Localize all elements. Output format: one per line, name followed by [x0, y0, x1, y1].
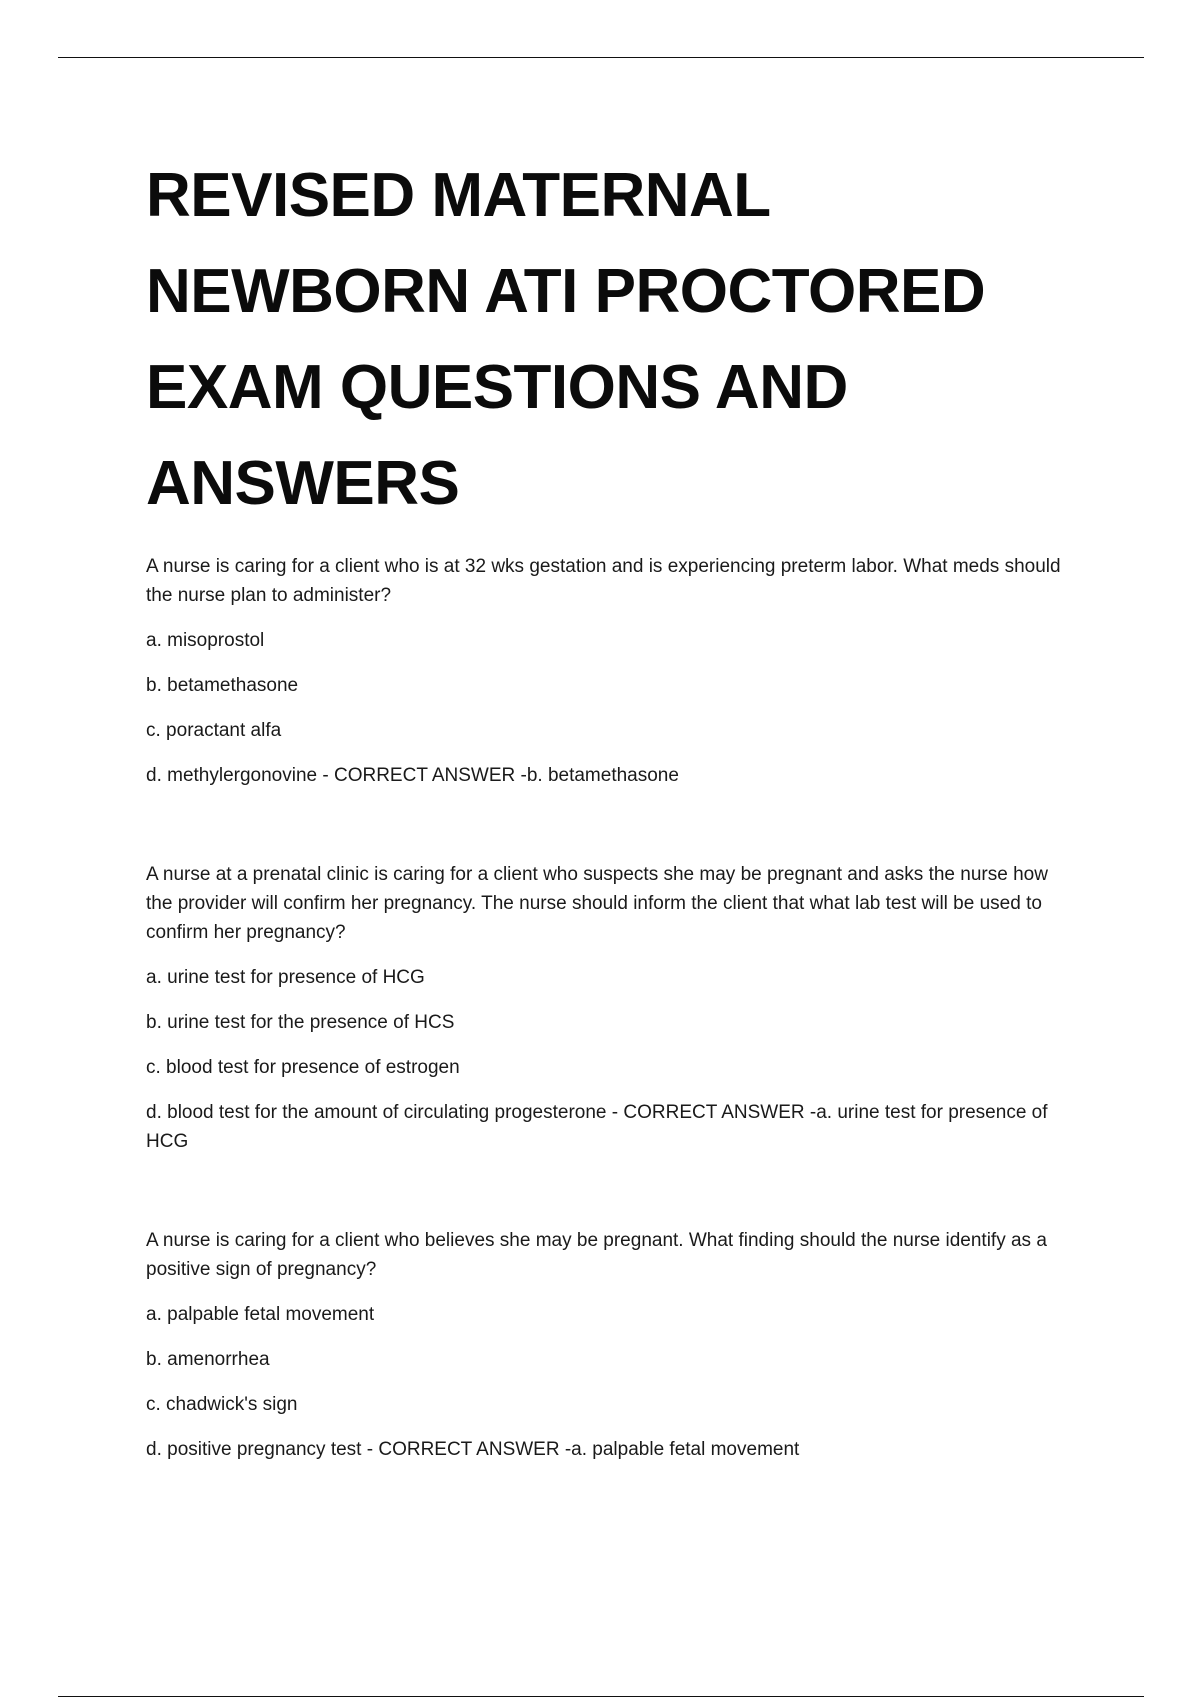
answer-option: a. urine test for presence of HCG: [146, 967, 425, 988]
answer-option: c. chadwick's sign: [146, 1394, 298, 1415]
answer-option: b. betamethasone: [146, 675, 299, 696]
title-line: NEWBORN ATI PROCTORED: [146, 257, 986, 326]
question-1: [146, 552, 1076, 790]
answer-option: a. palpable fetal movement: [146, 1304, 375, 1325]
question-text: A nurse at a prenatal clinic is caring for a client who suspects she may be pregnant and asks the nurse how the provider will confirm her pregnancy. The nurse should inform the client that what lab test will be used to confirm her pregnancy?: [146, 864, 1048, 943]
document-body: [146, 148, 1076, 1464]
answer-option-with-correct-answer: d. methylergonovine - CORRECT ANSWER -b. betamethasone: [146, 765, 679, 786]
question-3: [146, 1226, 1076, 1464]
answer-option: a. misoprostol: [146, 630, 265, 651]
answer-option: c. blood test for presence of estrogen: [146, 1057, 460, 1078]
question-text: A nurse is caring for a client who believes she may be pregnant. What finding should the nurse identify as a positive sign of pregnancy?: [146, 1230, 1047, 1280]
document-title: [146, 148, 1076, 532]
answer-option-with-correct-answer: d. positive pregnancy test - CORRECT ANSWER -a. palpable fetal movement: [146, 1439, 800, 1460]
title-line: ANSWERS: [146, 449, 460, 518]
question-2: [146, 860, 1076, 1156]
answer-option: b. urine test for the presence of HCS: [146, 1012, 455, 1033]
footer-rule: [58, 1696, 1144, 1697]
answer-option: b. amenorrhea: [146, 1349, 270, 1370]
title-line: EXAM QUESTIONS AND: [146, 353, 848, 422]
title-line: REVISED MATERNAL: [146, 161, 771, 230]
answer-option-with-correct-answer: d. blood test for the amount of circulating progesterone - CORRECT ANSWER -a. urine test for presence of HCG: [146, 1102, 1048, 1152]
question-text: A nurse is caring for a client who is at 32 wks gestation and is experiencing preterm labor. What meds should the nurse plan to administer?: [146, 556, 1061, 606]
header-rule: [58, 57, 1144, 58]
answer-option: c. poractant alfa: [146, 720, 282, 741]
